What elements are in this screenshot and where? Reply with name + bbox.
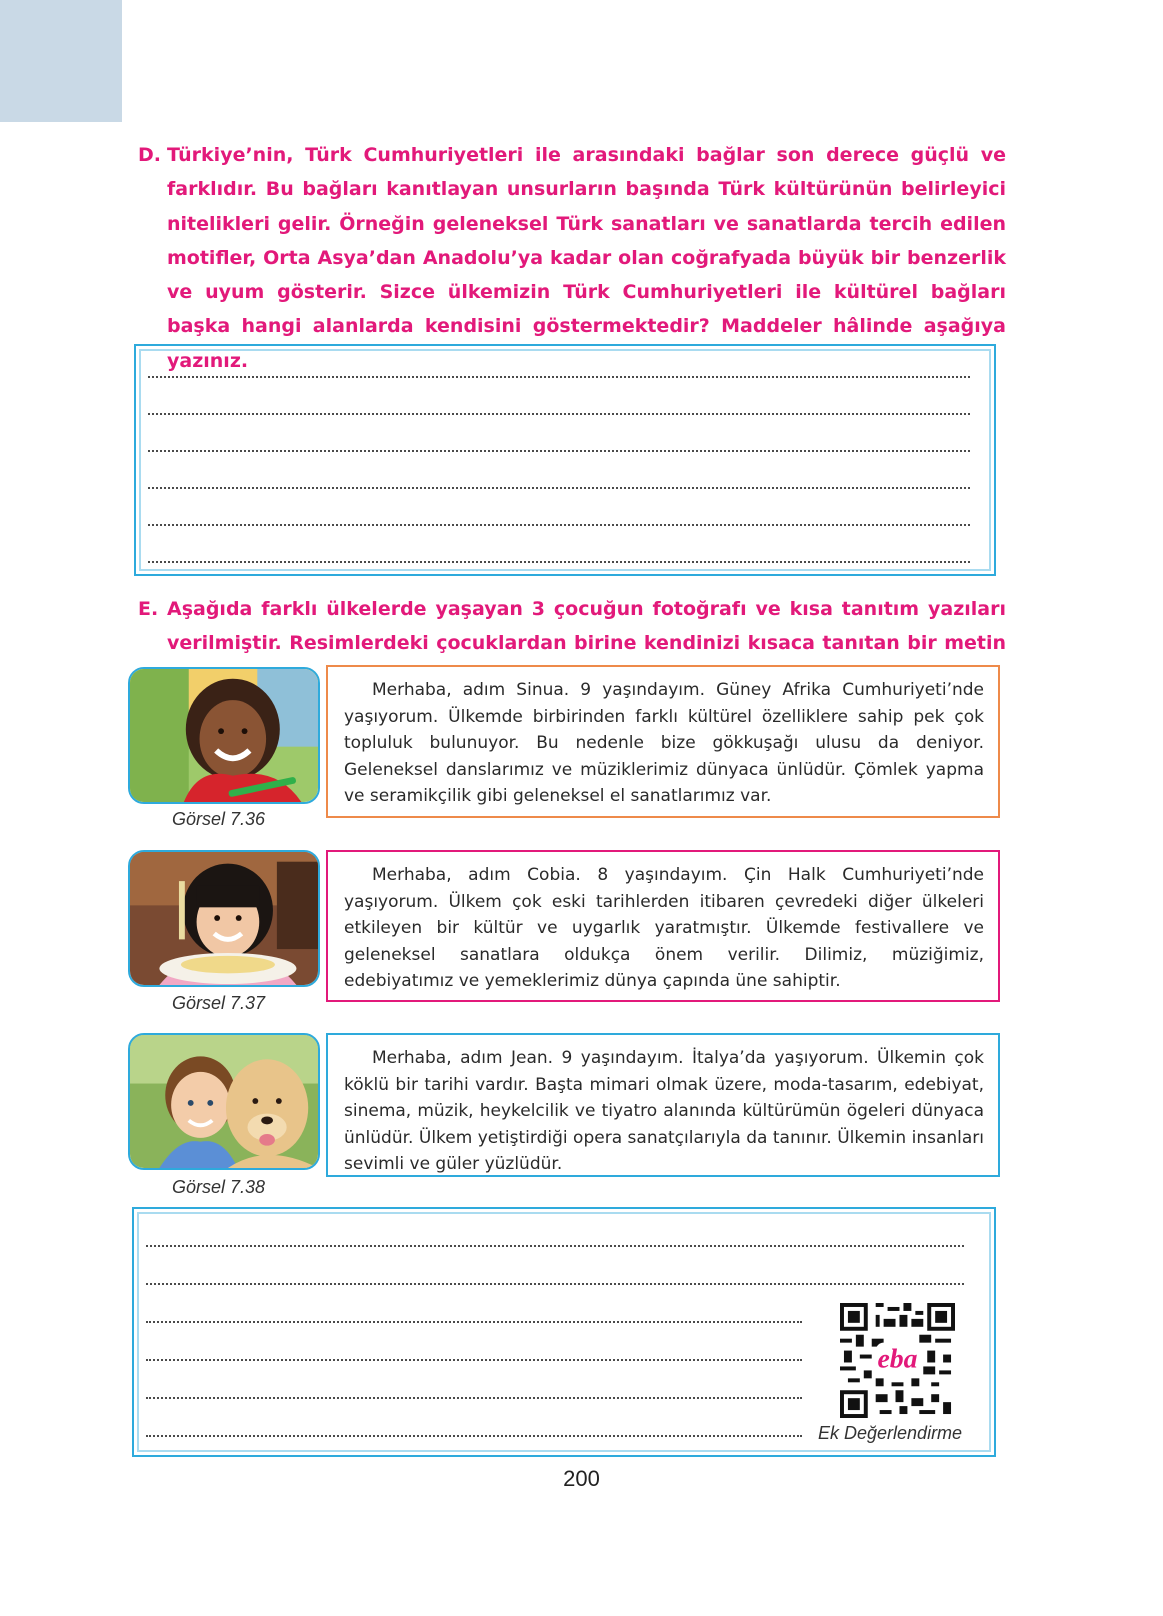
answer-line[interactable] (146, 1397, 802, 1399)
intro-text-cobia: Merhaba, adım Cobia. 8 yaşındayım. Çin Halk Cumhuriyeti’nde yaşıyorum. Ülkem çok eski tarihlerden itibaren çevredeki diğer ülkeleri etkileyen bir kültür ve uygarlık yaratmıştır. Ülkemde festivallere ve geleneksel sanatlara oldukça önem verilir. Dilimiz, müziğimiz, edebiyatımız ve yemeklerimiz dünya çapında üne sahiptir. (326, 850, 1000, 1002)
answer-line[interactable] (148, 487, 970, 489)
intro-text-jean: Merhaba, adım Jean. 9 yaşındayım. İtalya’da yaşıyorum. Ülkemin çok köklü bir tarihi vardır. Başta mimari olmak üzere, moda-tasarım, edebiyat, sinema, müzik, heykelcilik ve tiyatro alanında kültürümün ögeleri dünyaca ünlüdür. Ülkem yetiştirdiği opera sanatçılarıyla da tanınır. Ülkemin insanları sevimli ve güler yüzlüdür. (326, 1033, 1000, 1177)
photo-sinua (128, 667, 320, 804)
question-d-letter: D. (138, 144, 161, 166)
photo-cobia (128, 850, 320, 987)
question-d-text: Türkiye’nin, Türk Cumhuriyetleri ile arasındaki bağlar son derece güçlü ve farklıdır. Bu bağları kanıtlayan unsurların başında Türk kültürünün belirleyici nitelikleri gelir. Örneğin geleneksel Türk sanatları ve sanatlarda tercih edilen motifler, Orta Asya’dan Anadolu’ya kadar olan coğrafyada büyük bir benzerlik ve uyum gösterir. Sizce ülkemizin Türk Cumhuriyetleri ile kültürel bağları başka hangi alanlarda kendisini göstermektedir? Maddeler hâlinde aşağıya yazınız. (167, 144, 1006, 372)
caption-7-38: Görsel 7.38 (172, 1177, 266, 1197)
caption-7-36: Görsel 7.36 (172, 809, 266, 829)
answer-line[interactable] (146, 1321, 802, 1323)
question-e-text: Aşağıda farklı ülkelerde yaşayan 3 çocuğun fotoğrafı ve kısa tanıtım yazıları verilmiştir. Resimlerdeki çocuklardan birine kendinizi kısaca tanıtan bir metin (167, 598, 1006, 655)
intro-text-sinua: Merhaba, adım Sinua. 9 yaşındayım. Güney Afrika Cumhuriyeti’nde yaşıyorum. Ülkemde birbirinden farklı kültürel özelliklere sahip pek çok topluluk bulunuyor. Bu nedenle bize gökkuşağı ulusu da deniyor. Geleneksel danslarımız ve müziklerimiz dünyaca ünlüdür. Çömlek yapma ve seramikçilik gibi geleneksel el sanatlarımız var. (326, 665, 1000, 818)
corner-block (0, 0, 122, 122)
page-number: 200 (563, 1466, 600, 1491)
qr-logo-text: eba (877, 1343, 918, 1375)
answer-line[interactable] (146, 1245, 964, 1247)
caption-7-37: Görsel 7.37 (172, 993, 266, 1013)
answer-box-d[interactable] (134, 344, 996, 576)
answer-line[interactable] (148, 413, 970, 415)
answer-line[interactable] (148, 450, 970, 452)
answer-line[interactable] (148, 524, 970, 526)
answer-line[interactable] (146, 1283, 964, 1285)
question-e-letter: E. (138, 598, 159, 620)
answer-line[interactable] (146, 1359, 802, 1361)
photo-jean (128, 1033, 320, 1170)
answer-line[interactable] (146, 1435, 802, 1437)
qr-label: Ek Değerlendirme (818, 1423, 963, 1443)
answer-line[interactable] (148, 376, 970, 378)
question-d (138, 138, 1006, 378)
qr-code-icon[interactable] (840, 1303, 955, 1418)
answer-line[interactable] (148, 561, 970, 563)
